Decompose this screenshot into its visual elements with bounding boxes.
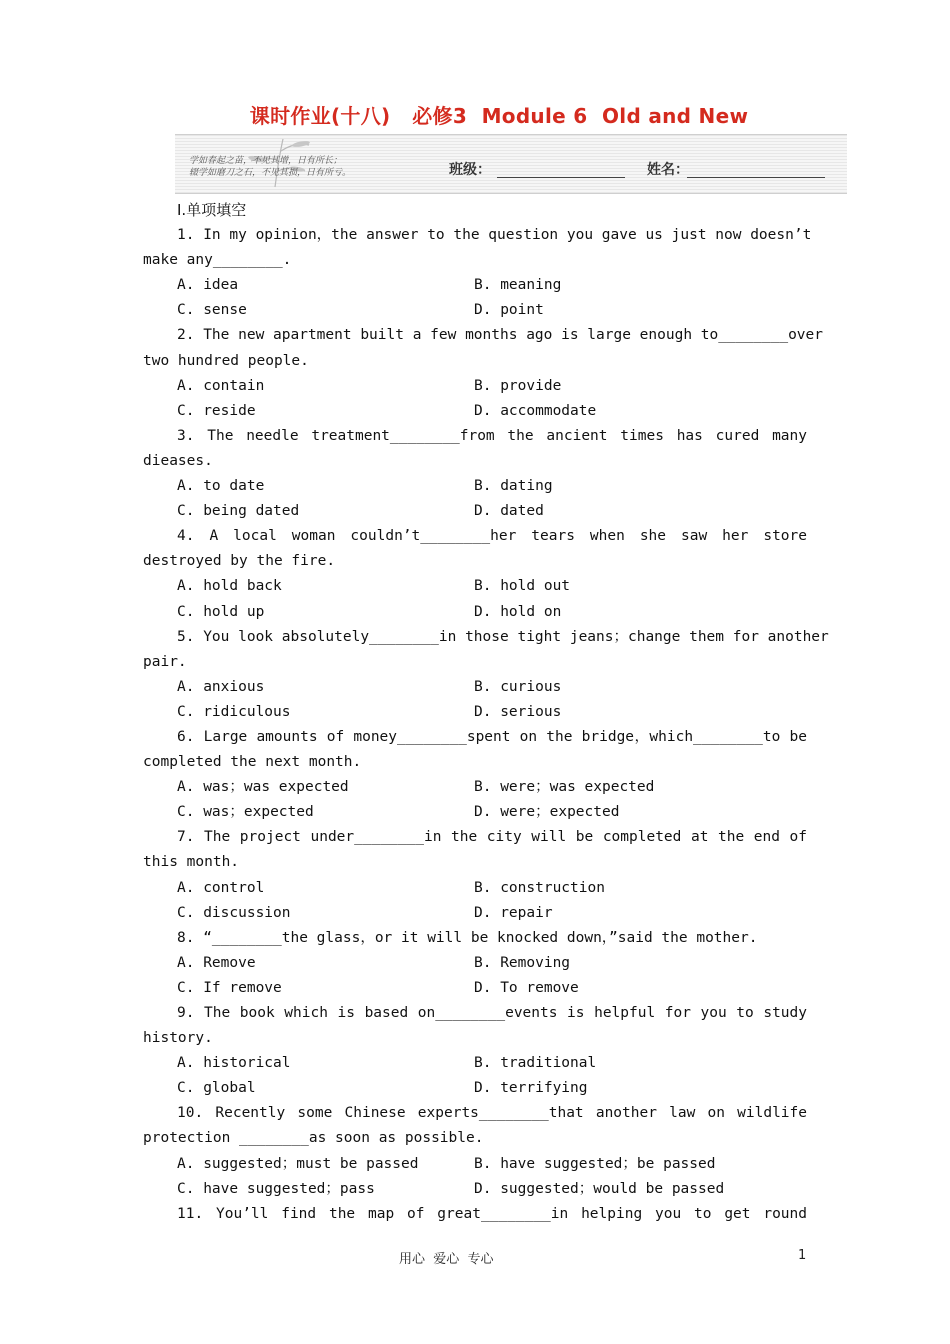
question-stem-continued: completed the next month. xyxy=(143,754,362,771)
question-stem-continued: make any________. xyxy=(143,252,292,269)
question-item xyxy=(143,524,807,624)
answer-option: C. If remove xyxy=(177,979,282,996)
question-item xyxy=(143,625,829,725)
answer-option: C. ridiculous xyxy=(177,703,291,720)
exercise-content xyxy=(143,198,829,1227)
answer-option: A. anxious xyxy=(177,678,265,695)
question-stem: 5. You look absolutely________in those tight jeans；change them for another xyxy=(177,628,829,645)
option-row xyxy=(143,273,807,298)
answer-option: B. were；was expected xyxy=(474,779,655,796)
answer-option: C. being dated xyxy=(177,503,300,520)
option-row xyxy=(143,775,807,800)
answer-option: D. point xyxy=(474,302,544,319)
answer-option: C. was；expected xyxy=(177,804,314,821)
option-row xyxy=(143,1152,807,1177)
section-title: Ⅰ.单项填空 xyxy=(177,201,247,219)
answer-option: A. to date xyxy=(177,478,265,495)
header-banner xyxy=(175,134,847,194)
answer-option: A. suggested；must be passed xyxy=(177,1155,419,1172)
class-field[interactable] xyxy=(497,177,625,178)
question-item xyxy=(143,1101,807,1201)
answer-option: B. construction xyxy=(474,879,605,896)
answer-option: D. suggested；would be passed xyxy=(474,1180,725,1197)
answer-option: B. hold out xyxy=(474,578,571,595)
option-row xyxy=(143,1051,807,1076)
option-row xyxy=(143,675,807,700)
question-stem-continued: two hundred people. xyxy=(143,352,309,369)
name-label: 姓名： xyxy=(647,162,689,178)
question-stem: 6. Large amounts of money________spent on the bridge，which________to be xyxy=(177,728,807,745)
class-label: 班级： xyxy=(449,162,491,178)
motto-line: 学如春起之苗，不见其增，日有所长； xyxy=(189,156,343,166)
question-item xyxy=(143,323,824,423)
option-row xyxy=(143,800,807,825)
answer-option: C. reside xyxy=(177,402,256,419)
answer-option: A. idea xyxy=(177,277,239,294)
question-list xyxy=(143,223,829,1227)
option-row xyxy=(143,901,807,926)
question-stem: 10. Recently some Chinese experts________that another law on wildlife xyxy=(177,1105,807,1122)
answer-option: A. control xyxy=(177,879,265,896)
question-item xyxy=(143,424,807,524)
answer-option: B. Removing xyxy=(474,954,571,971)
question-item xyxy=(143,1202,807,1227)
page-title: 课时作业(十八) 必修3 Module 6 Old and New xyxy=(249,104,749,128)
footer-motto: 用心 爱心 专心 xyxy=(399,1252,494,1267)
option-row xyxy=(143,499,807,524)
question-stem-continued: pair. xyxy=(143,653,187,670)
question-stem-continued: history. xyxy=(143,1030,213,1047)
answer-option: D. repair xyxy=(474,904,553,921)
option-row xyxy=(143,1076,807,1101)
answer-option: B. provide xyxy=(474,377,562,394)
question-item xyxy=(143,825,807,925)
question-item xyxy=(143,223,812,323)
answer-option: D. To remove xyxy=(474,979,579,996)
question-stem: 8. “________the glass，or it will be knocked down，”said the mother. xyxy=(177,929,758,946)
answer-option: D. accommodate xyxy=(474,402,597,419)
option-row xyxy=(143,374,807,399)
question-stem: 4. A local woman couldn’t________her tears when she saw her store xyxy=(177,528,807,545)
answer-option: C. global xyxy=(177,1080,256,1097)
answer-option: B. dating xyxy=(474,478,553,495)
answer-option: C. have suggested；pass xyxy=(177,1180,375,1197)
answer-option: A. historical xyxy=(177,1055,291,1072)
answer-option: B. traditional xyxy=(474,1055,597,1072)
option-row xyxy=(143,298,807,323)
answer-option: B. curious xyxy=(474,678,562,695)
question-stem: 11. You’ll find the map of great________in helping you to get round xyxy=(177,1205,807,1222)
answer-option: D. were；expected xyxy=(474,804,620,821)
answer-option: A. Remove xyxy=(177,954,256,971)
option-row xyxy=(143,474,807,499)
option-row xyxy=(143,574,807,599)
question-item xyxy=(143,926,807,1001)
option-row xyxy=(143,700,807,725)
question-stem-continued: this month. xyxy=(143,854,240,871)
question-item xyxy=(143,725,807,825)
answer-option: C. hold up xyxy=(177,603,265,620)
option-row xyxy=(143,1177,807,1202)
answer-option: D. terrifying xyxy=(474,1080,588,1097)
page-number: 1 xyxy=(798,1248,807,1263)
answer-option: C. discussion xyxy=(177,904,291,921)
answer-option: C. sense xyxy=(177,302,247,319)
answer-option: D. hold on xyxy=(474,603,562,620)
question-stem: 3. The needle treatment________from the ancient times has cured many xyxy=(177,427,807,444)
option-row xyxy=(143,399,807,424)
answer-option: A. hold back xyxy=(177,578,282,595)
question-stem: 2. The new apartment built a few months ago is large enough to________over xyxy=(177,327,824,344)
answer-option: D. dated xyxy=(474,503,544,520)
question-item xyxy=(143,1001,807,1101)
question-stem: 9. The book which is based on________events is helpful for you to study xyxy=(177,1005,807,1021)
answer-option: A. was；was expected xyxy=(177,779,349,796)
question-stem-continued: destroyed by the fire. xyxy=(143,553,336,570)
question-stem: 1. In my opinion，the answer to the question you gave us just now doesn’t xyxy=(177,227,812,244)
option-row xyxy=(143,600,807,625)
question-stem-continued: protection ________as soon as possible. xyxy=(143,1130,484,1147)
option-row xyxy=(143,876,807,901)
question-stem: 7. The project under________in the city will be completed at the end of xyxy=(177,829,807,846)
answer-option: A. contain xyxy=(177,377,265,394)
answer-option: B. meaning xyxy=(474,277,562,294)
motto xyxy=(189,155,351,179)
question-stem-continued: dieases. xyxy=(143,452,213,469)
name-field[interactable] xyxy=(687,177,825,178)
option-row xyxy=(143,976,807,1001)
answer-option: D. serious xyxy=(474,703,562,720)
answer-option: B. have suggested；be passed xyxy=(474,1155,716,1172)
motto-line: 辍学如磨刀之石，不见其损，日有所亏。 xyxy=(189,168,352,178)
option-row xyxy=(143,951,807,976)
